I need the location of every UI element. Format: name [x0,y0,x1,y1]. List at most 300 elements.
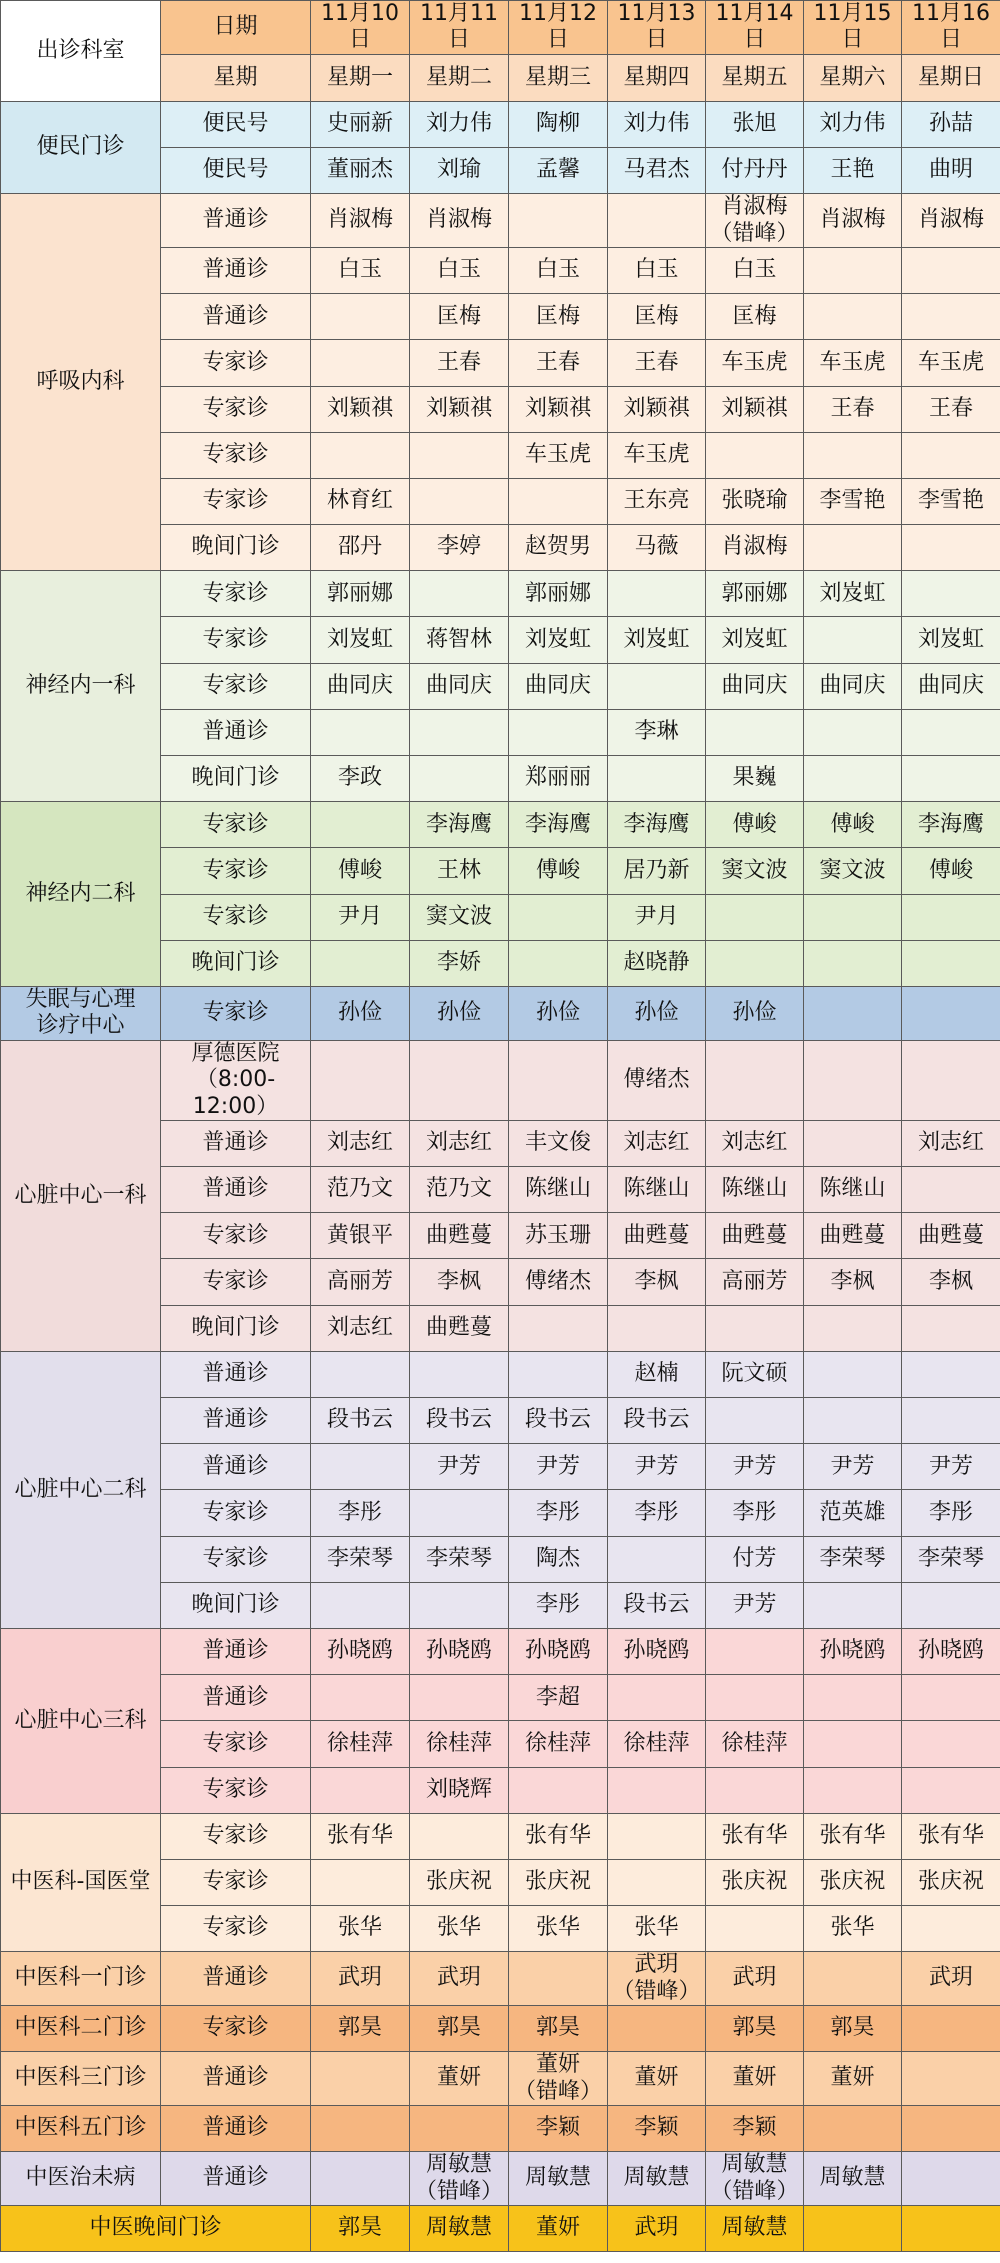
doctor-cell: 郑丽丽 [509,756,608,802]
doctor-cell: 段书云 [509,1398,608,1444]
doctor-cell: 孙俭 [311,986,410,1040]
doctor-cell: 李荣琴 [410,1536,509,1582]
doctor-cell [311,432,410,478]
date-cell: 11月10日 [311,1,410,55]
doctor-cell [902,1040,1000,1120]
doctor-cell: 刘志红 [410,1120,509,1166]
doctor-cell: 陈继山 [608,1167,706,1213]
doctor-cell [311,2052,410,2106]
doctor-cell: 李彤 [509,1582,608,1628]
doctor-cell: 张华 [311,1906,410,1952]
doctor-cell: 尹芳 [410,1444,509,1490]
doctor-cell [311,1040,410,1120]
clinic-type: 专家诊 [161,1906,311,1952]
doctor-cell [804,247,902,293]
doctor-cell: 匡梅 [410,294,509,340]
doctor-cell: 郭昊 [311,2006,410,2052]
doctor-cell [509,1305,608,1351]
doctor-cell: 邵丹 [311,525,410,571]
doctor-cell: 白玉 [608,247,706,293]
doctor-cell: 李荣琴 [311,1536,410,1582]
doctor-cell [804,1120,902,1166]
doctor-cell: 李雪艳 [804,478,902,524]
clinic-type: 晚间门诊 [161,940,311,986]
doctor-cell: 刘志红 [608,1120,706,1166]
doctor-cell [804,940,902,986]
doctor-cell: 刘力伟 [608,101,706,147]
doctor-cell: 张庆祝 [410,1859,509,1905]
doctor-cell: 窦文波 [706,848,804,894]
date-cell: 11月14日 [706,1,804,55]
doctor-cell [608,1536,706,1582]
doctor-cell: 陶柳 [509,101,608,147]
doctor-cell: 张有华 [509,1813,608,1859]
doctor-cell [311,940,410,986]
doctor-cell [410,571,509,617]
doctor-cell: 武玥 [706,1952,804,2006]
doctor-cell: 刘晓辉 [410,1767,509,1813]
doctor-cell [902,294,1000,340]
doctor-cell: 周敏慧 [608,2152,706,2206]
doctor-cell: 李娇 [410,940,509,986]
doctor-cell: 黄银平 [311,1213,410,1259]
clinic-type: 普通诊 [161,2152,311,2206]
doctor-cell: 曲同庆 [706,663,804,709]
weekday-cell: 星期四 [608,54,706,101]
doctor-cell: 白玉 [509,247,608,293]
doctor-cell [410,1351,509,1397]
doctor-cell: 孙晓鸥 [509,1628,608,1674]
doctor-cell: 张庆祝 [804,1859,902,1905]
doctor-cell [804,1675,902,1721]
clinic-type: 晚间门诊 [161,525,311,571]
doctor-cell [804,986,902,1040]
clinic-type: 普通诊 [161,1675,311,1721]
doctor-cell: 尹芳 [608,1444,706,1490]
doctor-cell [509,1767,608,1813]
doctor-cell: 曲甦蔓 [902,1213,1000,1259]
department-name: 呼吸内科 [1,194,161,571]
doctor-cell: 尹芳 [706,1582,804,1628]
doctor-cell: 曲同庆 [804,663,902,709]
weekday-cell: 星期日 [902,54,1000,101]
evening-tcm-row [1,2205,1000,2251]
doctor-cell: 肖淑梅 [311,194,410,248]
doctor-cell [311,802,410,848]
doctor-cell: 陶杰 [509,1536,608,1582]
doctor-cell: 居乃新 [608,848,706,894]
doctor-cell [902,1398,1000,1444]
doctor-cell: 傅峻 [902,848,1000,894]
doctor-cell: 肖淑梅 [410,194,509,248]
doctor-cell [410,1675,509,1721]
doctor-cell [509,194,608,248]
doctor-cell: 徐桂萍 [311,1721,410,1767]
doctor-cell: 付丹丹 [706,147,804,193]
doctor-cell [902,525,1000,571]
doctor-cell [902,432,1000,478]
doctor-cell: 王艳 [804,147,902,193]
doctor-cell: 曲甦蔓 [706,1213,804,1259]
doctor-cell: 林育红 [311,478,410,524]
doctor-cell: 孙晓鸥 [608,1628,706,1674]
doctor-cell [608,1859,706,1905]
doctor-cell: 董妍 （错峰） [509,2052,608,2106]
doctor-cell [902,1305,1000,1351]
clinic-type: 普通诊 [161,1952,311,2006]
doctor-cell: 车玉虎 [509,432,608,478]
clinic-type: 专家诊 [161,1536,311,1582]
doctor-cell [706,1767,804,1813]
schedule-row [1,2152,1000,2206]
doctor-cell: 徐桂萍 [608,1721,706,1767]
doctor-cell: 陈继山 [706,1167,804,1213]
doctor-cell: 孙晓鸥 [311,1628,410,1674]
doctor-cell: 李彤 [902,1490,1000,1536]
doctor-cell: 肖淑梅 （错峰） [706,194,804,248]
doctor-cell: 白玉 [706,247,804,293]
doctor-cell: 董妍 [608,2052,706,2106]
doctor-cell [509,709,608,755]
doctor-cell: 武玥 [311,1952,410,2006]
doctor-cell: 王东亮 [608,478,706,524]
doctor-cell: 李雪艳 [902,478,1000,524]
doctor-cell: 赵楠 [608,1351,706,1397]
doctor-cell: 李彤 [311,1490,410,1536]
date-label: 日期 [161,1,311,55]
doctor-cell: 武玥 [608,2205,706,2251]
doctor-cell: 董妍 [509,2205,608,2251]
department-name: 中医科一门诊 [1,1952,161,2006]
doctor-cell: 董妍 [410,2052,509,2106]
doctor-cell: 徐桂萍 [706,1721,804,1767]
schedule-row [1,194,1000,248]
doctor-cell: 白玉 [311,247,410,293]
doctor-cell: 周敏慧 [410,2205,509,2251]
doctor-cell [706,894,804,940]
clinic-type: 普通诊 [161,1167,311,1213]
doctor-cell: 郭昊 [509,2006,608,2052]
doctor-cell: 张旭 [706,101,804,147]
evening-tcm-label: 中医晚间门诊 [1,2205,311,2251]
doctor-cell: 段书云 [410,1398,509,1444]
doctor-cell [410,478,509,524]
doctor-cell [509,894,608,940]
doctor-cell [902,1675,1000,1721]
clinic-type: 普通诊 [161,2052,311,2106]
doctor-cell [410,2106,509,2152]
doctor-cell: 高丽芳 [706,1259,804,1305]
doctor-cell [706,940,804,986]
doctor-cell: 范乃文 [311,1167,410,1213]
doctor-cell: 张庆祝 [902,1859,1000,1905]
doctor-cell: 徐桂萍 [410,1721,509,1767]
doctor-cell: 孙晓鸥 [804,1628,902,1674]
doctor-cell: 刘颖祺 [608,386,706,432]
weekday-cell: 星期三 [509,54,608,101]
doctor-cell [509,1351,608,1397]
doctor-cell: 王林 [410,848,509,894]
clinic-type: 专家诊 [161,386,311,432]
doctor-cell: 李婷 [410,525,509,571]
doctor-cell: 李荣琴 [804,1536,902,1582]
doctor-cell: 徐桂萍 [509,1721,608,1767]
doctor-cell: 曲同庆 [509,663,608,709]
doctor-cell: 刘岌虹 [311,617,410,663]
doctor-cell: 张有华 [311,1813,410,1859]
doctor-cell [311,1351,410,1397]
doctor-cell [410,1490,509,1536]
doctor-cell [902,1721,1000,1767]
doctor-cell: 张华 [410,1906,509,1952]
clinic-type: 专家诊 [161,986,311,1040]
doctor-cell [608,756,706,802]
clinic-type: 晚间门诊 [161,756,311,802]
doctor-cell: 李枫 [804,1259,902,1305]
weekday-label: 星期 [161,54,311,101]
clinic-type: 厚德医院 （8:00-12:00） [161,1040,311,1120]
doctor-cell [804,1351,902,1397]
department-name: 中医科五门诊 [1,2106,161,2152]
date-cell: 11月13日 [608,1,706,55]
schedule-row [1,2006,1000,2052]
clinic-type: 专家诊 [161,617,311,663]
doctor-cell: 李海鹰 [509,802,608,848]
doctor-cell: 李彤 [608,1490,706,1536]
clinic-type: 晚间门诊 [161,1305,311,1351]
doctor-cell: 段书云 [311,1398,410,1444]
doctor-cell: 孙俭 [509,986,608,1040]
doctor-cell: 刘颖祺 [509,386,608,432]
doctor-cell: 郭昊 [804,2006,902,2052]
doctor-cell [410,1813,509,1859]
doctor-cell [804,1952,902,2006]
doctor-cell: 史丽新 [311,101,410,147]
doctor-cell: 匡梅 [706,294,804,340]
doctor-cell: 周敏慧 [804,2152,902,2206]
doctor-cell: 刘颖祺 [706,386,804,432]
doctor-cell [902,2006,1000,2052]
doctor-cell [706,1906,804,1952]
doctor-cell [410,1582,509,1628]
doctor-cell: 车玉虎 [706,340,804,386]
doctor-cell: 李海鹰 [608,802,706,848]
doctor-cell: 马薇 [608,525,706,571]
doctor-cell: 车玉虎 [804,340,902,386]
doctor-cell [311,340,410,386]
doctor-cell: 郭丽娜 [311,571,410,617]
doctor-cell: 张有华 [902,1813,1000,1859]
doctor-cell: 董妍 [706,2052,804,2106]
doctor-cell [608,2006,706,2052]
department-name: 中医治未病 [1,2152,161,2206]
clinic-type: 专家诊 [161,571,311,617]
doctor-cell: 郭丽娜 [509,571,608,617]
clinic-type: 专家诊 [161,1490,311,1536]
clinic-type: 专家诊 [161,848,311,894]
doctor-cell: 车玉虎 [902,340,1000,386]
clinic-type: 专家诊 [161,478,311,524]
doctor-cell: 尹芳 [804,1444,902,1490]
department-name: 失眠与心理 诊疗中心 [1,986,161,1040]
doctor-cell [311,2106,410,2152]
clinic-type: 普通诊 [161,1120,311,1166]
doctor-cell [706,1040,804,1120]
department-name: 神经内二科 [1,802,161,987]
doctor-cell: 李琳 [608,709,706,755]
department-name: 中医科-国医堂 [1,1813,161,1952]
doctor-cell: 阮文硕 [706,1351,804,1397]
doctor-cell: 王春 [902,386,1000,432]
doctor-cell: 肖淑梅 [804,194,902,248]
doctor-cell [706,1305,804,1351]
doctor-cell: 刘志红 [311,1305,410,1351]
doctor-cell: 段书云 [608,1398,706,1444]
doctor-cell [410,1040,509,1120]
doctor-cell: 郭昊 [410,2006,509,2052]
clinic-type: 普通诊 [161,1444,311,1490]
doctor-cell [509,478,608,524]
clinic-type: 专家诊 [161,894,311,940]
doctor-cell: 马君杰 [608,147,706,193]
schedule-row [1,2052,1000,2106]
doctor-cell: 曲同庆 [410,663,509,709]
doctor-cell: 李颖 [608,2106,706,2152]
doctor-cell: 尹芳 [509,1444,608,1490]
doctor-cell: 武玥 [902,1952,1000,2006]
doctor-cell [311,1582,410,1628]
doctor-cell: 孙俭 [706,986,804,1040]
doctor-cell [311,1767,410,1813]
doctor-cell: 高丽芳 [311,1259,410,1305]
doctor-cell: 刘力伟 [804,101,902,147]
doctor-cell [608,571,706,617]
clinic-type: 普通诊 [161,194,311,248]
schedule-row [1,1628,1000,1674]
department-name: 便民门诊 [1,101,161,193]
doctor-cell: 曲甦蔓 [804,1213,902,1259]
doctor-cell [608,663,706,709]
doctor-cell [804,294,902,340]
department-name: 心脏中心三科 [1,1628,161,1813]
doctor-cell [608,1813,706,1859]
doctor-cell: 张有华 [706,1813,804,1859]
doctor-cell: 郭昊 [311,2205,410,2251]
doctor-cell: 刘瑜 [410,147,509,193]
doctor-cell [311,709,410,755]
doctor-cell: 刘力伟 [410,101,509,147]
doctor-cell [902,1767,1000,1813]
doctor-cell: 李海鹰 [410,802,509,848]
weekday-cell: 星期二 [410,54,509,101]
clinic-type: 专家诊 [161,340,311,386]
doctor-cell [410,432,509,478]
clinic-type: 晚间门诊 [161,1582,311,1628]
doctor-cell [804,709,902,755]
weekday-cell: 星期五 [706,54,804,101]
doctor-cell: 尹芳 [902,1444,1000,1490]
doctor-cell: 曲同庆 [311,663,410,709]
doctor-cell [311,294,410,340]
doctor-cell [804,2106,902,2152]
doctor-cell: 周敏慧 [706,2205,804,2251]
doctor-cell: 尹月 [608,894,706,940]
doctor-cell: 王春 [410,340,509,386]
doctor-cell: 张华 [509,1906,608,1952]
doctor-cell: 董丽杰 [311,147,410,193]
doctor-cell: 匡梅 [608,294,706,340]
doctor-cell: 刘岌虹 [608,617,706,663]
doctor-cell: 王春 [608,340,706,386]
doctor-cell [509,1040,608,1120]
doctor-cell: 董妍 [804,2052,902,2106]
department-name: 心脏中心一科 [1,1040,161,1351]
doctor-cell [608,1767,706,1813]
schedule-row [1,1040,1000,1120]
doctor-cell: 曲明 [902,147,1000,193]
doctor-cell: 曲甦蔓 [410,1213,509,1259]
doctor-cell: 李枫 [902,1259,1000,1305]
schedule-row [1,802,1000,848]
doctor-cell: 李颖 [706,2106,804,2152]
doctor-cell: 赵贺男 [509,525,608,571]
clinic-type: 普通诊 [161,1398,311,1444]
doctor-cell [608,1675,706,1721]
schedule-row [1,986,1000,1040]
schedule-row [1,1952,1000,2006]
doctor-cell [804,1040,902,1120]
doctor-cell: 傅绪杰 [509,1259,608,1305]
doctor-cell: 苏玉珊 [509,1213,608,1259]
doctor-cell [902,1582,1000,1628]
doctor-cell [902,894,1000,940]
doctor-cell: 王春 [509,340,608,386]
doctor-cell: 张庆祝 [509,1859,608,1905]
doctor-cell: 傅峻 [509,848,608,894]
doctor-cell [706,1398,804,1444]
schedule-row [1,101,1000,147]
clinic-type: 专家诊 [161,663,311,709]
doctor-cell: 王春 [804,386,902,432]
doctor-cell: 尹芳 [706,1444,804,1490]
doctor-cell [509,1952,608,2006]
doctor-cell: 李荣琴 [902,1536,1000,1582]
doctor-cell: 李枫 [410,1259,509,1305]
doctor-cell [804,894,902,940]
doctor-cell: 蒋智林 [410,617,509,663]
date-cell: 11月12日 [509,1,608,55]
doctor-cell: 范英雄 [804,1490,902,1536]
department-name: 中医科三门诊 [1,2052,161,2106]
doctor-cell: 曲同庆 [902,663,1000,709]
doctor-cell [804,617,902,663]
doctor-cell [804,525,902,571]
doctor-cell: 曲甦蔓 [608,1213,706,1259]
doctor-cell [804,1398,902,1444]
doctor-cell [706,432,804,478]
doctor-cell: 刘岌虹 [706,617,804,663]
department-name: 心脏中心二科 [1,1351,161,1628]
doctor-cell [509,940,608,986]
doctor-cell: 匡梅 [509,294,608,340]
doctor-cell: 刘志红 [311,1120,410,1166]
doctor-cell: 孙晓鸥 [902,1628,1000,1674]
doctor-cell: 张华 [608,1906,706,1952]
doctor-cell: 李海鹰 [902,802,1000,848]
doctor-cell: 孙俭 [608,986,706,1040]
schedule-row [1,1351,1000,1397]
doctor-cell: 刘志红 [902,1120,1000,1166]
